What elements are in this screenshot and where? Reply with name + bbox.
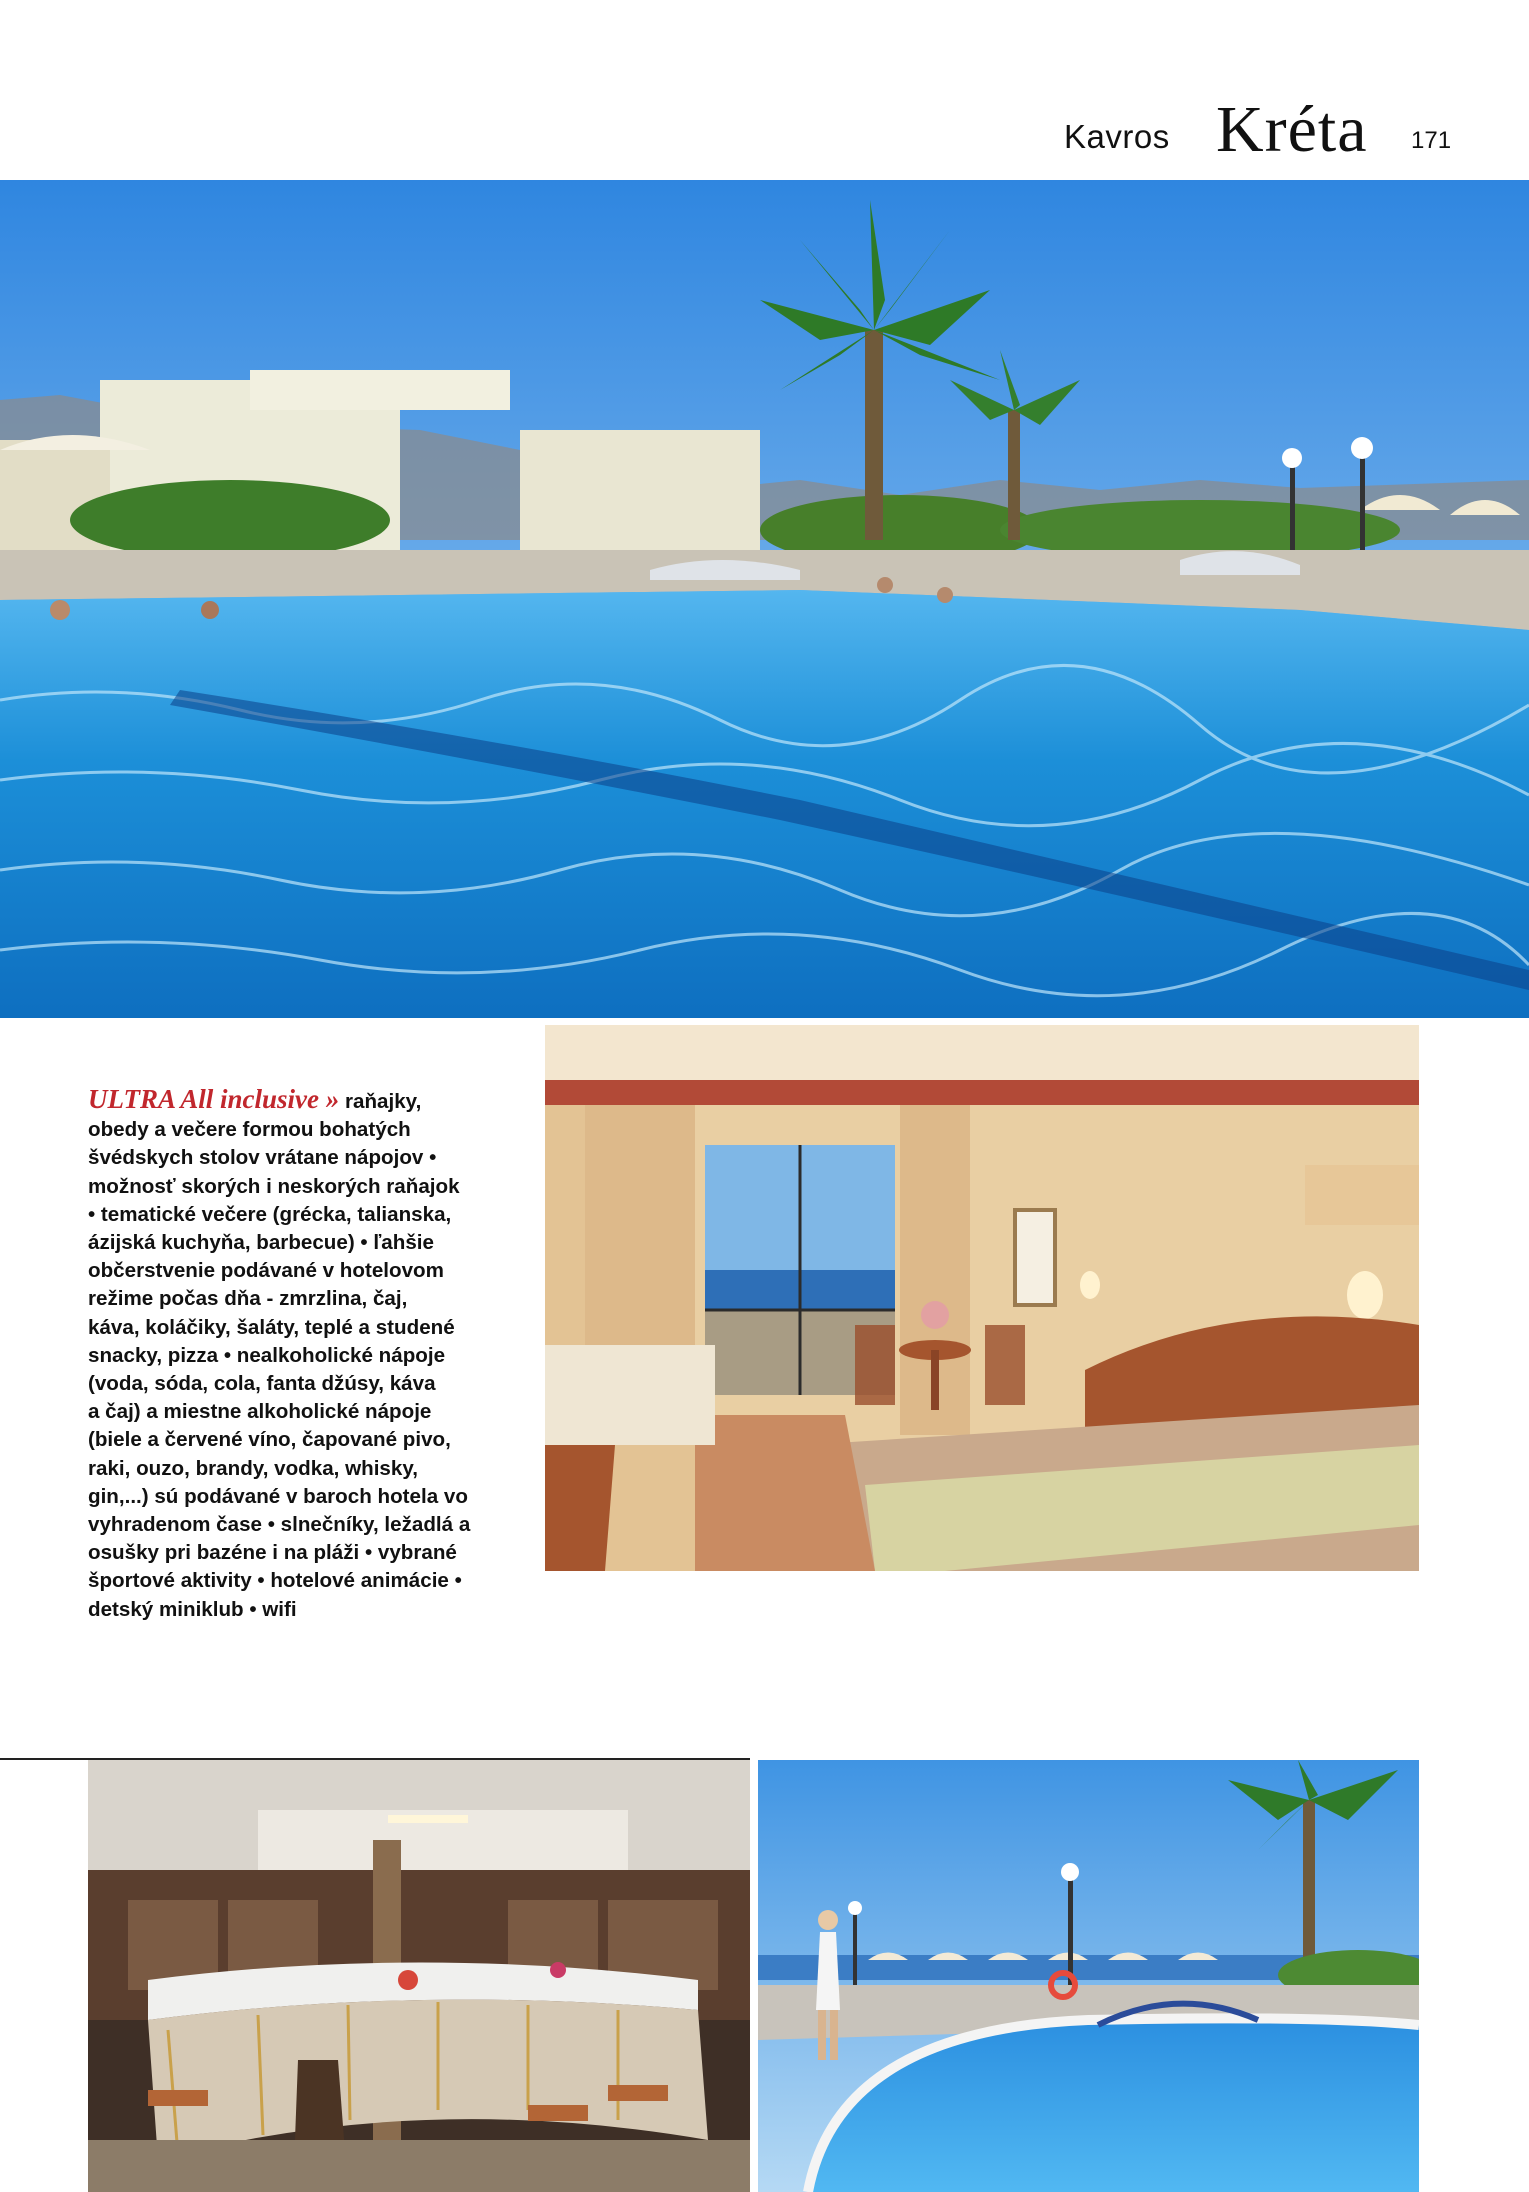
description-line: snacky, pizza • nealkoholické nápoje bbox=[88, 1343, 446, 1367]
description-line: možnosť skorých i neskorých raňajok bbox=[88, 1174, 460, 1198]
hotel-pool-photo bbox=[0, 180, 1529, 1018]
description-line: režime počas dňa - zmrzlina, čaj, bbox=[88, 1287, 408, 1311]
description-line: obedy a večere formou bohatých bbox=[88, 1118, 411, 1142]
description-line: švédskych stolov vrátane nápojov • bbox=[88, 1146, 437, 1170]
description-line: (biele a červené víno, čapované pivo, bbox=[88, 1428, 451, 1452]
description-line: gin,...) sú podávané v baroch hotela vo bbox=[88, 1484, 468, 1508]
description-line: a čaj) a miestne alkoholické nápoje bbox=[88, 1400, 432, 1424]
ultra-all-inclusive-description bbox=[88, 1085, 488, 1624]
region-title: Kréta bbox=[1216, 93, 1368, 166]
description-line: raňajky, bbox=[339, 1090, 422, 1113]
description-line: raki, ouzo, brandy, vodka, whisky, bbox=[88, 1456, 418, 1480]
description-line: osušky pri bazéne i na pláži • vybrané bbox=[88, 1541, 457, 1565]
description-line: vyhradenom čase • slnečníky, ležadlá a bbox=[88, 1513, 471, 1537]
description-line: (voda, sóda, cola, fanta džúsy, káva bbox=[88, 1372, 436, 1396]
page-number: 171 bbox=[1411, 127, 1452, 154]
description-line: káva, koláčiky, šaláty, teplé a studené bbox=[88, 1315, 455, 1339]
hotel-bar-photo bbox=[88, 1760, 750, 2192]
package-title: ULTRA All inclusive » bbox=[88, 1084, 340, 1114]
hotel-room-photo bbox=[545, 1025, 1419, 1571]
description-line: občerstvenie podávané v hotelovom bbox=[88, 1259, 444, 1283]
description-line: detský miniklub • wifi bbox=[88, 1597, 297, 1621]
location-name: Kavros bbox=[1064, 118, 1170, 155]
description-line: • tematické večere (grécka, talianska, bbox=[88, 1202, 452, 1226]
description-line: ázijská kuchyňa, barbecue) • ľahšie bbox=[88, 1231, 434, 1255]
description-line: športové aktivity • hotelové animácie • bbox=[88, 1569, 462, 1593]
pool-beach-photo bbox=[758, 1760, 1419, 2192]
